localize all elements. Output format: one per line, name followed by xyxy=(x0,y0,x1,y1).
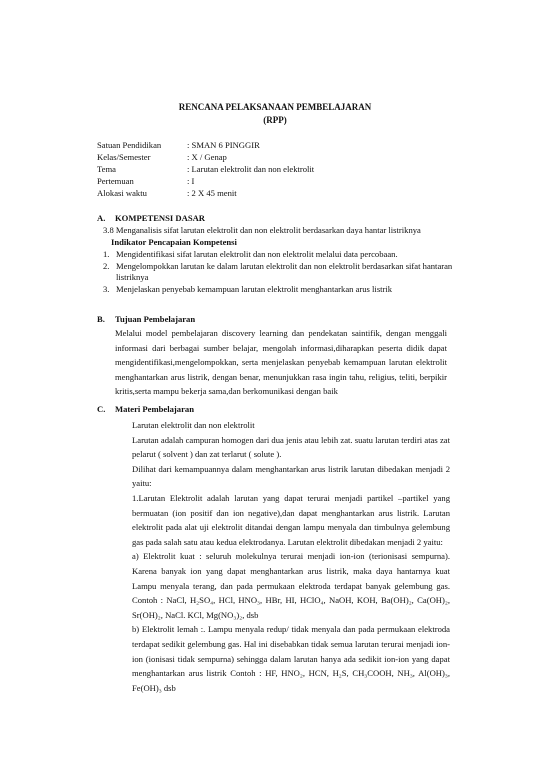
list-text: Menjelaskan penyebab kemampuan larutan elektrolit menghantarkan arus listrik xyxy=(116,283,393,294)
list-number: 1. xyxy=(103,249,110,259)
info-label: Pertemuan xyxy=(97,176,134,186)
section-b-heading xyxy=(97,314,195,326)
list-number: 3. xyxy=(103,283,110,294)
info-label: Tema xyxy=(97,164,116,174)
info-value: : SMAN 6 PINGGIR xyxy=(187,140,260,150)
list-item xyxy=(103,284,463,296)
section-letter: C. xyxy=(97,404,106,414)
section-letter: B. xyxy=(97,314,105,324)
material-paragraph: a) Elektrolit kuat : seluruh molekulnya terurai menjadi ion-ion (terionisasi sempurna). Karena banyak ion yang dapat menghantarkan arus listrik, maka daya hantarnya kuat Lampu menyala terang, dan pada permukaan elektroda terdapat banyak gelembung gas. Contoh : NaCl, H₂SO₄, HCl, HNO₃, HBr, HI, HClO₄, NaOH, KOH, Ba(OH)₂, Ca(OH)₂, Sr(OH)₂, NaCl. KCl, Mg(NO₃)₂, dsb xyxy=(132,551,450,620)
paragraph-text: Melalui model pembelajaran discovery learning dan pendekatan saintifik, dengan menggali informasi dari berbagai sumber belajar, mengolah informasi,diharapkan peserta didik dapat mengidentifikasi,mengelompokkan, serta menjelaskan penyebab kemampuan larutan elektrolit menghantarkan arus listrik, dengan benar, menunjukkan rasa ingin tahu, religius, teliti, berpikir kritis,serta mampu bekerja sama,dan berkomunikasi dengan baik xyxy=(115,328,447,397)
list-item xyxy=(103,261,463,284)
info-value: : X / Genap xyxy=(187,152,227,162)
material-paragraph: b) Elektrolit lemah :. Lampu menyala redup/ tidak menyala dan pada permukaan elektroda terdapat sedikit gelembung gas. Hal ini disebabkan tidak semua larutan terurai menjadi ion-ion (ionisasi tidak sempurna) sehingga dalam larutan hanya ada sedikit ion-ion yang dapat menghantarkan arus listrik Contoh : HF, HNO₂, HCN, H₂S, CH₃COOH, NH₃, Al(OH)₃, Fe(OH)₃ dsb xyxy=(132,624,450,693)
material-paragraph: Larutan elektrolit dan non elektrolit xyxy=(132,420,255,430)
info-label: Kelas/Semester xyxy=(97,152,151,162)
info-label: Alokasi waktu xyxy=(97,188,147,198)
list-item xyxy=(103,249,463,261)
material-content xyxy=(132,418,450,695)
info-value: : Larutan elektrolit dan non elektrolit xyxy=(187,164,315,174)
indicator-heading: Indikator Pencapaian Kompetensi xyxy=(111,237,237,247)
info-value: : 2 X 45 menit xyxy=(187,188,237,198)
section-a-heading xyxy=(97,213,205,225)
kd-statement: 3.8 Menganalisis sifat larutan elektrolit dan non elektrolit berdasarkan daya hantar listriknya xyxy=(103,225,421,235)
list-text: Mengidentifikasi sifat larutan elektrolit dan non elektrolit melalui data percobaan. xyxy=(116,249,398,259)
material-paragraph: Dilihat dari kemampuannya dalam menghantarkan arus listrik larutan dibedakan menjadi 2 yaitu: xyxy=(132,463,450,489)
list-number: 2. xyxy=(103,260,110,271)
section-title: Materi Pembelajaran xyxy=(115,404,194,414)
document-title: RENCANA PELAKSANAAN PEMBELAJARAN xyxy=(178,102,372,112)
info-value: : I xyxy=(187,176,195,186)
section-title: KOMPETENSI DASAR xyxy=(115,213,206,223)
section-title: Tujuan Pembelajaran xyxy=(115,314,196,324)
list-text: Mengelompokkan larutan ke dalam larutan elektrolit dan non elektrolit berdasarkan sifat hantaran listriknya xyxy=(116,260,453,283)
document-subtitle: (RPP) xyxy=(263,115,287,125)
material-paragraph: 1.Larutan Elektrolit adalah larutan yang dapat terurai menjadi partikel –partikel yang bermuatan (ion positif dan ion negative),dan dapat menghantarkan arus listrik. Larutan elektrolit pada alat uji elektrolit ditandai dengan lampu menyala dan timbulnya gelembung gas pada salah satu atau kedua elektrodanya. Larutan elektrolit dibedakan menjadi 2 yaitu: xyxy=(132,492,450,547)
material-paragraph: Larutan adalah campuran homogen dari dua jenis atau lebih zat. suatu larutan terdiri atas zat pelarut ( solvent ) dan zat terlarut ( solute ). xyxy=(132,434,450,460)
indicator-list xyxy=(103,249,463,295)
info-label: Satuan Pendidikan xyxy=(97,140,162,150)
section-c-heading xyxy=(97,404,194,416)
section-letter: A. xyxy=(97,213,106,223)
learning-objective-paragraph xyxy=(115,326,447,399)
